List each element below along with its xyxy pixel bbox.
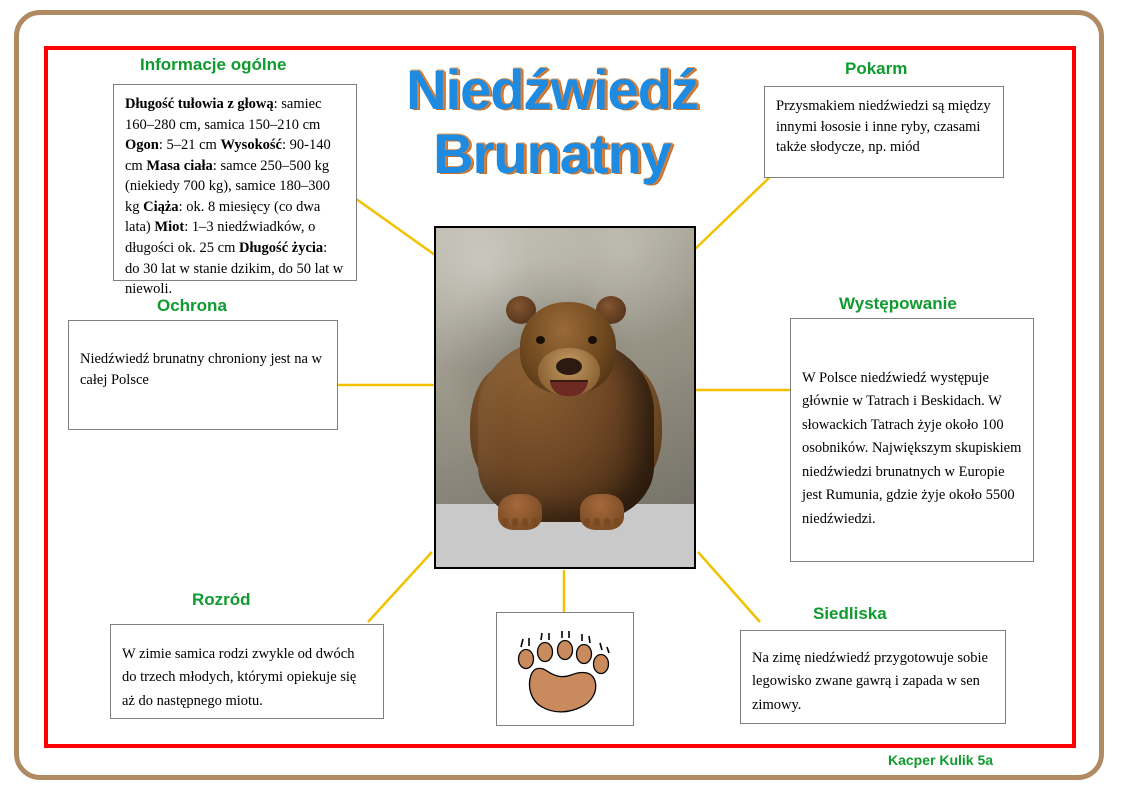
box-protection: Niedźwiedź brunatny chroniony jest na w całej Polsce <box>68 320 338 430</box>
bear-eye-left <box>536 336 545 344</box>
general-text-5: : ok. 8 miesięcy (co dwa lata) <box>125 198 321 236</box>
heading-general: Informacje ogólne <box>140 55 287 74</box>
heading-occurrence: Występowanie <box>839 294 957 313</box>
title-line-1: Niedźwiedź <box>406 58 698 121</box>
box-general <box>113 84 357 298</box>
bear-paw-left <box>498 494 542 530</box>
general-text-6: : 1–3 niedźwiadków, o długości ok. 25 cm <box>125 219 316 257</box>
bear-paw-right <box>580 494 624 530</box>
pawprint-box <box>496 612 634 726</box>
general-text-3: : 90-140 cm <box>125 137 331 174</box>
general-label-1: Długość tułowia z głową <box>125 96 274 112</box>
heading-habitat: Siedliska <box>813 604 887 623</box>
general-label-6: Miot <box>154 219 185 236</box>
page-title <box>352 58 752 187</box>
box-occurrence: W Polsce niedźwiedź występuje głównie w Tatrach i Beskidach. W słowackich Tatrach żyje około 100 osobników. Największym skupiskiem niedźwiedzi brunatnych w Europie jest Rumunia, gdzie żyje około 5500 niedźwiedzi. <box>790 318 1034 562</box>
box-food: Przysmakiem niedźwiedzi są między innymi łososie i inne ryby, czasami także słodycze, np. miód <box>764 86 1004 178</box>
general-label-3: Wysokość <box>220 137 282 154</box>
author-signature: Kacper Kulik 5a <box>888 752 994 768</box>
box-habitat: Na zimę niedźwiedź przygotowuje sobie legowisko zwane gawrą i zapada w sen zimowy. <box>740 630 1006 724</box>
heading-reproduction: Rozród <box>192 590 251 609</box>
general-text-2: : 5–21 cm <box>158 137 221 154</box>
bear-photo <box>434 226 696 569</box>
bear-illustration <box>464 280 669 520</box>
general-label-2: Ogon <box>125 137 159 154</box>
general-text-1: : samiec 160–280 cm, samica 150–210 cm <box>125 96 322 133</box>
box-reproduction: W zimie samica rodzi zwykle od dwóch do trzech młodych, którymi opiekuje się aż do następnego miotu. <box>110 624 384 719</box>
bear-eye-right <box>588 336 597 344</box>
general-text-7: : do 30 lat w stanie dzikim, do 50 lat w niewoli. <box>125 240 344 298</box>
general-text-4: : samce 250–500 kg (niekiedy 700 kg), samice 180–300 kg <box>125 157 330 215</box>
heading-protection: Ochrona <box>157 296 227 315</box>
title-line-2: Brunatny <box>433 122 671 186</box>
general-label-7: Długość życia <box>238 240 324 257</box>
general-label-5: Ciąża <box>143 198 179 215</box>
paw-print-icon <box>497 613 635 727</box>
bear-nose <box>556 358 582 375</box>
heading-food: Pokarm <box>845 59 908 78</box>
general-label-4: Masa ciała <box>146 157 213 174</box>
